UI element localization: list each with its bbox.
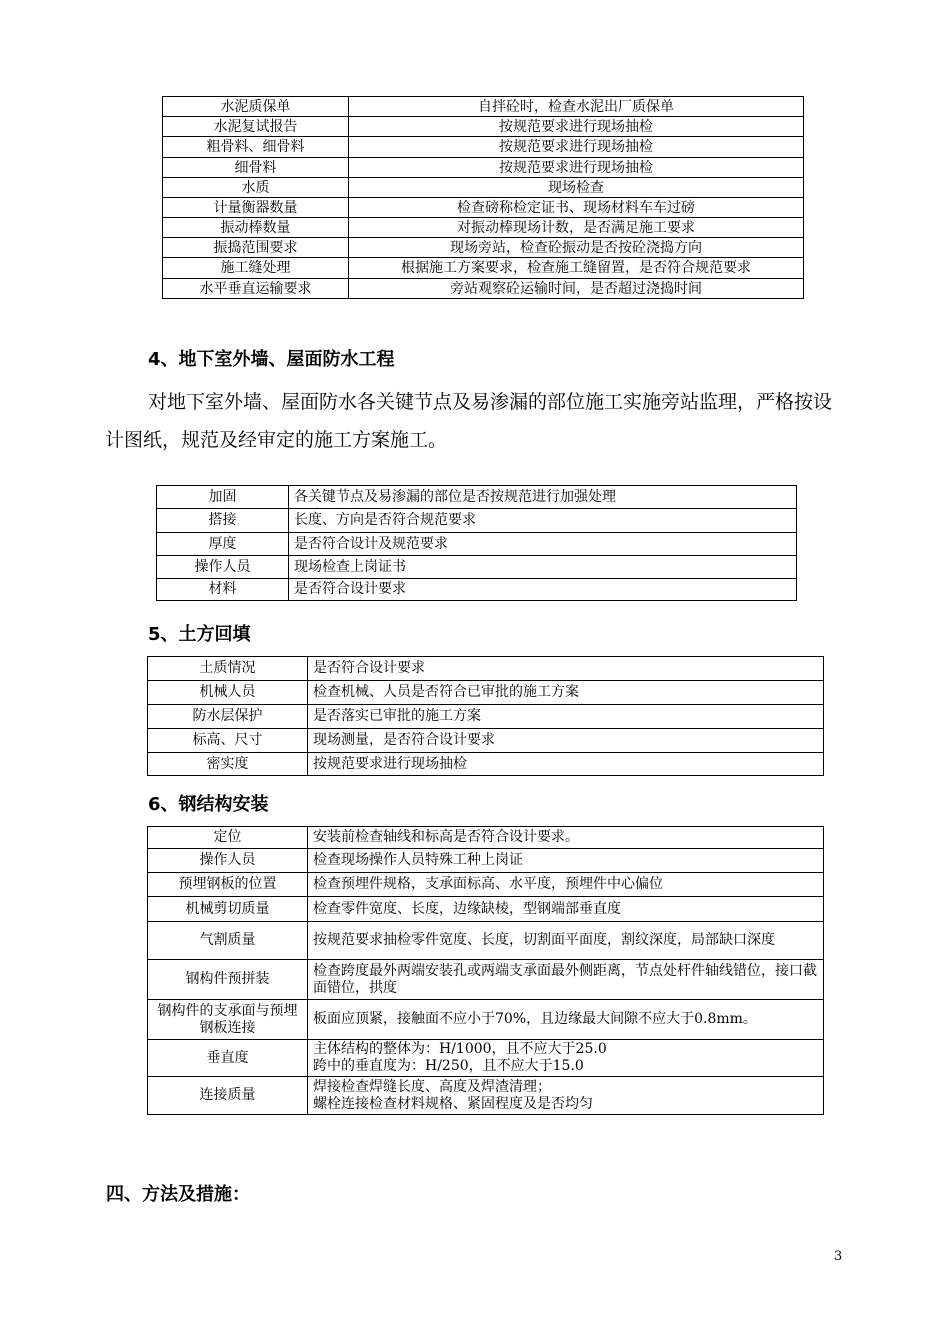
table-row — [148, 1040, 824, 1077]
section5-heading: 5、土方回填 — [148, 624, 251, 645]
section-methods-heading: 四、方法及措施： — [106, 1184, 250, 1205]
table-row — [157, 533, 797, 556]
requirement-cell: 是否符合设计及规范要求 — [289, 533, 797, 556]
requirement-cell: 旁站观察砼运输时间，是否超过浇捣时间 — [349, 279, 804, 299]
table-row — [163, 97, 804, 117]
item-cell: 施工缝处理 — [163, 258, 349, 279]
item-cell: 厚度 — [157, 533, 289, 556]
item-cell: 水泥复试报告 — [163, 117, 349, 137]
table-row — [148, 897, 824, 922]
requirement-cell: 现场检查 — [349, 178, 804, 198]
item-cell: 操作人员 — [157, 556, 289, 579]
requirement-cell: 检查磅称检定证书、现场材料车车过磅 — [349, 198, 804, 218]
item-cell: 振动棒数量 — [163, 218, 349, 238]
requirement-cell: 检查预埋件规格，支承面标高、水平度，预埋件中心偏位 — [308, 873, 824, 897]
requirement-cell: 现场检查上岗证书 — [289, 556, 797, 579]
table-row — [148, 729, 824, 753]
item-cell: 水质 — [163, 178, 349, 198]
item-cell: 气割质量 — [148, 922, 308, 960]
item-cell: 细骨料 — [163, 158, 349, 178]
waterproofing-table — [156, 485, 797, 601]
item-cell: 水平垂直运输要求 — [163, 279, 349, 299]
requirement-cell: 检查零件宽度、长度，边缘缺棱，型钢端部垂直度 — [308, 897, 824, 922]
backfill-table — [147, 656, 824, 776]
requirement-cell: 检查现场操作人员特殊工种上岗证 — [308, 849, 824, 873]
item-cell: 钢构件预拼装 — [148, 960, 308, 1000]
requirement-cell: 是否符合设计要求 — [289, 579, 797, 601]
requirement-cell: 现场旁站，检查砼振动是否按砼浇捣方向 — [349, 238, 804, 258]
item-cell: 计量衡器数量 — [163, 198, 349, 218]
item-cell: 连接质量 — [148, 1077, 308, 1115]
table-row — [148, 657, 824, 681]
requirement-cell: 板面应顶紧，接触面不应小于70%，且边缘最大间隙不应大于0.8mm。 — [308, 1000, 824, 1040]
table-row — [148, 873, 824, 897]
table-row — [148, 1000, 824, 1040]
requirement-cell: 自拌砼时，检查水泥出厂质保单 — [349, 97, 804, 117]
requirement-cell: 按规范要求进行现场抽检 — [308, 753, 824, 776]
item-cell: 水泥质保单 — [163, 97, 349, 117]
table-row — [163, 238, 804, 258]
steel-structure-table — [147, 826, 824, 1115]
table-row — [163, 178, 804, 198]
requirement-cell: 按规范要求进行现场抽检 — [349, 158, 804, 178]
requirement-cell: 各关键节点及易渗漏的部位是否按规范进行加强处理 — [289, 486, 797, 509]
table-row — [163, 258, 804, 279]
table-row — [157, 509, 797, 533]
requirement-cell: 检查机械、人员是否符合已审批的施工方案 — [308, 681, 824, 705]
table-row — [163, 218, 804, 238]
section4-paragraph: 对地下室外墙、屋面防水各关键节点及易渗漏的部位施工实施旁站监理，严格按设计图纸，规范及经审定的施工方案施工。 — [105, 391, 833, 451]
table-row — [163, 158, 804, 178]
requirement-cell: 现场测量，是否符合设计要求 — [308, 729, 824, 753]
table-row — [157, 556, 797, 579]
requirement-cell: 检查跨度最外两端安装孔或两端支承面最外侧距离，节点处杆件轴线错位，接口截面错位，拱度 — [308, 960, 824, 1000]
section6-heading: 6、钢结构安装 — [148, 794, 269, 815]
item-cell: 标高、尺寸 — [148, 729, 308, 753]
table-row — [148, 681, 824, 705]
table-row — [163, 198, 804, 218]
table-row — [148, 1077, 824, 1115]
item-cell: 密实度 — [148, 753, 308, 776]
requirement-cell: 按规范要求进行现场抽检 — [349, 137, 804, 158]
item-cell: 土质情况 — [148, 657, 308, 681]
table-row — [163, 117, 804, 137]
requirement-cell: 主体结构的整体为：H/1000，且不应大于25.0 跨中的垂直度为：H/250，且不应大于15.0 — [308, 1040, 824, 1077]
item-cell: 振捣范围要求 — [163, 238, 349, 258]
item-cell: 机械人员 — [148, 681, 308, 705]
item-cell: 预埋钢板的位置 — [148, 873, 308, 897]
page-number: 3 — [834, 1249, 843, 1264]
table-row — [163, 279, 804, 299]
requirement-cell: 对振动棒现场计数，是否满足施工要求 — [349, 218, 804, 238]
item-cell: 加固 — [157, 486, 289, 509]
table-row — [163, 137, 804, 158]
section4-heading: 4、地下室外墙、屋面防水工程 — [148, 349, 395, 370]
requirement-cell: 长度、方向是否符合规范要求 — [289, 509, 797, 533]
table-row — [148, 922, 824, 960]
item-cell: 定位 — [148, 827, 308, 849]
requirement-cell: 安装前检查轴线和标高是否符合设计要求。 — [308, 827, 824, 849]
item-cell: 材料 — [157, 579, 289, 601]
concrete-inspection-table — [162, 96, 804, 299]
table-row — [148, 705, 824, 729]
item-cell: 垂直度 — [148, 1040, 308, 1077]
item-cell: 粗骨料、细骨料 — [163, 137, 349, 158]
table-row — [148, 753, 824, 776]
item-cell: 钢构件的支承面与预埋钢板连接 — [148, 1000, 308, 1040]
requirement-cell: 焊接检查焊缝长度、高度及焊渣清理； 螺栓连接检查材料规格、紧固程度及是否均匀 — [308, 1077, 824, 1115]
table-row — [148, 827, 824, 849]
item-cell: 机械剪切质量 — [148, 897, 308, 922]
table-row — [148, 849, 824, 873]
requirement-cell: 根据施工方案要求，检查施工缝留置，是否符合规范要求 — [349, 258, 804, 279]
requirement-cell: 是否符合设计要求 — [308, 657, 824, 681]
requirement-cell: 是否落实已审批的施工方案 — [308, 705, 824, 729]
item-cell: 操作人员 — [148, 849, 308, 873]
requirement-cell: 按规范要求抽检零件宽度、长度，切割面平面度，割纹深度，局部缺口深度 — [308, 922, 824, 960]
table-row — [148, 960, 824, 1000]
item-cell: 防水层保护 — [148, 705, 308, 729]
requirement-cell: 按规范要求进行现场抽检 — [349, 117, 804, 137]
item-cell: 搭接 — [157, 509, 289, 533]
table-row — [157, 486, 797, 509]
table-row — [157, 579, 797, 601]
